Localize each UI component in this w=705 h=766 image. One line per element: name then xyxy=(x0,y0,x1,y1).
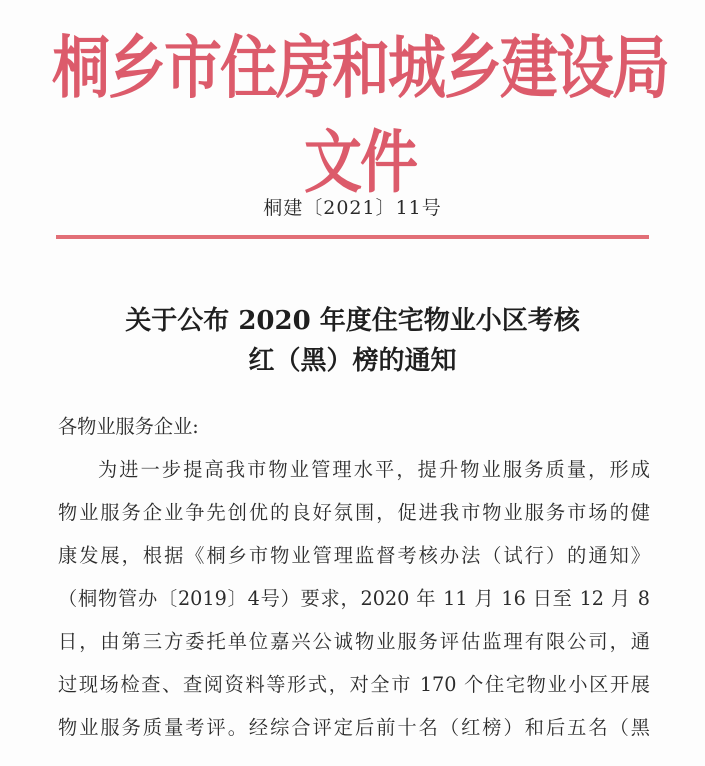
masthead-title: 桐乡市住房和城乡建设局文件 xyxy=(51,27,668,203)
body-line: 过现场检查、查阅资料等形式，对全市 170 个住宅物业小区开展 xyxy=(58,673,650,696)
body-line: 物业服务质量考评。经综合评定后前十名（红榜）和后五名（黑 xyxy=(58,716,650,739)
notice-title-line-2: 红（黑）榜的通知 xyxy=(248,346,457,376)
body-line: 日，由第三方委托单位嘉兴公诚物业服务评估监理有限公司，通 xyxy=(58,630,650,653)
salutation: 各物业服务企业: xyxy=(58,415,199,438)
body-line: 物业服务企业争先创优的良好氛围，促进我市物业服务市场的健 xyxy=(58,501,650,524)
body-line: （桐物管办〔2019〕4号）要求，2020 年 11 月 16 日至 12 月 8 xyxy=(58,587,650,610)
body-line: 为进一步提高我市物业管理水平，提升物业服务质量，形成 xyxy=(98,458,650,481)
document-number: 桐建〔2021〕11号 xyxy=(263,197,442,219)
body-line: 康发展，根据《桐乡市物业管理监督考核办法（试行）的通知》 xyxy=(58,544,650,567)
notice-title-line-1: 关于公布 2020 年度住宅物业小区考核 xyxy=(125,306,580,336)
red-divider-rule xyxy=(56,235,649,239)
